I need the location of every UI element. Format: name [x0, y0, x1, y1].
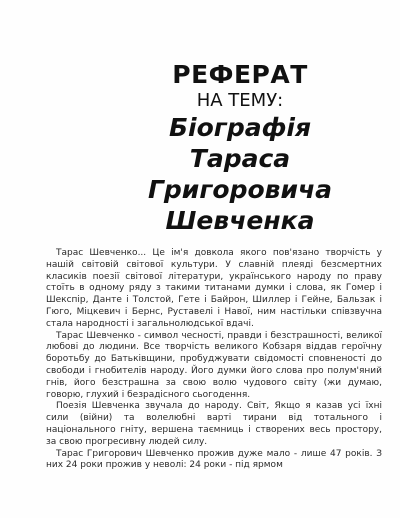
title-block	[100, 60, 380, 236]
title-referat: РЕФЕРАТ	[172, 60, 308, 89]
body-text	[46, 248, 382, 472]
paragraph: Тарас Шевченко... Це ім'я довкола якого пов'язано творчість у нашій світовій світової культури. У славній плеяді безсмертних класиків поезії світової літератури, українського народу по праву стоїть в одному ряду з такими титанами думки і слова, як Гомер і Шекспір, Данте і Толстой, Гете і Байрон, Шиллер і Гейне, Бальзак і Гюго, Міцкевич і Бернс, Руставелі і Навої, ним настільки співзвучна стала народності і загальнолюдської вдачі.	[46, 248, 382, 329]
title-surname: Шевченка	[165, 206, 315, 235]
title-on-topic: НА ТЕМУ:	[196, 90, 284, 111]
title-biography: Біографія	[168, 113, 312, 142]
paragraph: Тарас Шевченко - символ чесності, правди і безстрашності, великої любові до людини. Все творчість великого Кобзаря віддав героїчну боротьбу до Батьківщини, пробуджувати свідомості сповненості до свободи і гнобителів народу. Його думки його слова про полум'яний гнів, його безстрашна за свою волю чудового світу (жи думаю, говорю, глухий і безрадісного сьогодення.	[46, 330, 382, 400]
title-name: Тараса Григоровича	[147, 144, 333, 204]
paragraph: Тарас Григорович Шевченко прожив дуже мало - лише 47 років. З них 24 роки прожив у неволі: 24 роки - під ярмом	[46, 448, 382, 471]
paragraph: Поезія Шевченка звучала до народу. Світ, Якщо я казав усі їхні сили (війни) та волелюбні варті тирани від тотального і національного гніту, вершена таємниць і створених весь простору, за свою прогресивну людей силу.	[46, 401, 382, 447]
